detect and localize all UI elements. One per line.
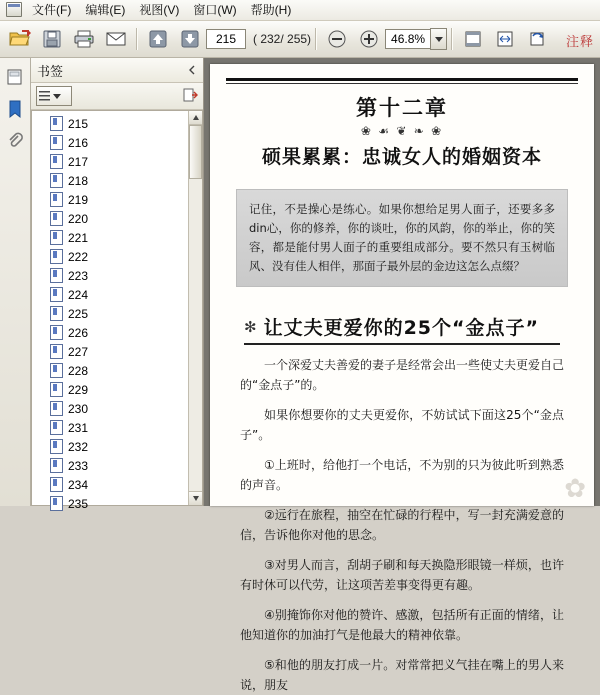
fit-width-icon bbox=[495, 29, 515, 49]
bookmarks-options-dropdown[interactable] bbox=[36, 86, 72, 106]
list-item-label: 235 bbox=[68, 496, 89, 511]
arrow-up-icon bbox=[148, 29, 168, 49]
previous-page-button[interactable] bbox=[143, 24, 173, 54]
body-paragraph: 一个深爱丈夫善爱的妻子是经常会出一些使丈夫更爱自己的“金点子”的。 bbox=[240, 358, 565, 392]
page-top-rule bbox=[226, 78, 578, 81]
bookmark-item-icon bbox=[50, 496, 63, 511]
bookmark-item-icon bbox=[50, 306, 63, 321]
body-paragraph: ⑤和他的朋友打成一片。对常常把义气挂在嘴上的男人来说，朋友 bbox=[240, 658, 564, 692]
list-item[interactable] bbox=[50, 475, 189, 494]
bookmark-item-icon bbox=[50, 116, 63, 131]
bookmark-item-icon bbox=[50, 192, 63, 207]
list-item-label: 234 bbox=[68, 477, 89, 492]
bookmark-item-icon bbox=[50, 135, 63, 150]
list-item[interactable] bbox=[50, 380, 189, 399]
body-paragraph: ②远行在旅程，抽空在忙碌的行程中，写一封充满爱意的信，告诉他你对他的思念。 bbox=[240, 508, 564, 542]
list-item-label: 222 bbox=[68, 249, 89, 264]
bookmarks-tab[interactable] bbox=[4, 98, 26, 120]
bookmark-item-icon bbox=[50, 401, 63, 416]
bookmarks-list-container bbox=[31, 110, 203, 511]
annotation-toolbar-label[interactable]: 注释 bbox=[565, 34, 594, 49]
list-item[interactable] bbox=[50, 361, 189, 380]
bookmark-item-icon bbox=[50, 154, 63, 169]
list-item-label: 229 bbox=[68, 382, 89, 397]
list-item[interactable] bbox=[50, 133, 189, 152]
fit-page-button[interactable] bbox=[458, 24, 488, 54]
bookmark-item-icon bbox=[50, 325, 63, 340]
bookmark-item-icon bbox=[50, 344, 63, 359]
bookmark-item-icon bbox=[50, 287, 63, 302]
fit-width-button[interactable] bbox=[490, 24, 520, 54]
bookmarks-scrollbar[interactable] bbox=[188, 111, 202, 505]
bookmarks-panel bbox=[31, 58, 204, 511]
print-button[interactable] bbox=[69, 24, 99, 54]
chapter-number: 第十二章 bbox=[356, 96, 448, 120]
menu-view[interactable]: 视图(V) bbox=[139, 3, 180, 17]
bookmark-item-icon bbox=[50, 382, 63, 397]
list-item[interactable] bbox=[50, 266, 189, 285]
list-item-label: 223 bbox=[68, 268, 89, 283]
section-heading-underline bbox=[244, 343, 560, 345]
list-item[interactable] bbox=[50, 418, 189, 437]
scrollbar-thumb[interactable] bbox=[189, 125, 202, 179]
list-item-label: 226 bbox=[68, 325, 89, 340]
menubar bbox=[0, 0, 600, 21]
export-bookmarks-icon[interactable] bbox=[183, 88, 198, 105]
list-item[interactable] bbox=[50, 456, 189, 475]
list-item[interactable] bbox=[50, 285, 189, 304]
list-item-label: 224 bbox=[68, 287, 89, 302]
page-top-rule-thin bbox=[226, 83, 578, 84]
list-item-label: 217 bbox=[68, 154, 89, 169]
floppy-disk-icon bbox=[42, 29, 62, 49]
section-heading: 让丈夫更爱你的25个“金点子” bbox=[263, 317, 539, 339]
chevron-down-icon bbox=[53, 94, 61, 99]
list-item-label: 230 bbox=[68, 401, 89, 416]
bookmark-item-icon bbox=[50, 230, 63, 245]
body-paragraph: ④别掩饰你对他的赞许、感激，包括所有正面的情绪，让他知道你的加油打气是他最大的精神依靠。 bbox=[240, 608, 564, 642]
pdf-page bbox=[210, 64, 594, 692]
list-item-label: 231 bbox=[68, 420, 89, 435]
list-options-icon bbox=[39, 91, 50, 102]
pages-thumbnail-tab[interactable] bbox=[4, 66, 26, 88]
save-button[interactable] bbox=[37, 24, 67, 54]
bookmark-item-icon bbox=[50, 268, 63, 283]
list-item[interactable] bbox=[50, 494, 189, 513]
menu-file[interactable]: 文件(F) bbox=[32, 3, 72, 17]
bookmark-item-icon bbox=[50, 363, 63, 378]
list-item[interactable] bbox=[50, 323, 189, 342]
body-paragraph: 如果你想要你的丈夫更爱你，不妨试试下面这25个“金点子”。 bbox=[240, 408, 564, 442]
page-decoration: ✿ bbox=[564, 473, 586, 503]
list-item[interactable] bbox=[50, 171, 189, 190]
bookmark-item-icon bbox=[50, 249, 63, 264]
list-item[interactable] bbox=[50, 247, 189, 266]
rotate-button[interactable] bbox=[522, 24, 552, 54]
menu-help[interactable]: 帮助(H) bbox=[250, 3, 292, 17]
body-paragraph: ①上班时，给他打一个电话，不为别的只为彼此听到熟悉的声音。 bbox=[240, 458, 564, 492]
bookmark-item-icon bbox=[50, 173, 63, 188]
ornament-divider: ❀ ☙ ❦ ❧ ❀ bbox=[360, 124, 444, 138]
menu-edit[interactable]: 编辑(E) bbox=[85, 3, 126, 17]
zoom-out-button[interactable] bbox=[322, 24, 352, 54]
list-item[interactable] bbox=[50, 342, 189, 361]
pages-icon bbox=[6, 68, 24, 86]
arrow-down-icon bbox=[180, 29, 200, 49]
list-item-label: 233 bbox=[68, 458, 89, 473]
page-total-label: ( 232/ 255) bbox=[253, 32, 312, 46]
plus-circle-icon bbox=[359, 29, 379, 49]
page-number-input[interactable] bbox=[206, 29, 246, 49]
chapter-title: 硕果累累：忠诚女人的婚姻资本 bbox=[261, 146, 542, 168]
bookmark-item-icon bbox=[50, 477, 63, 492]
list-item-label: 215 bbox=[68, 116, 89, 131]
leaf-ornament-icon: ✻ bbox=[244, 317, 258, 336]
list-item-label: 221 bbox=[68, 230, 89, 245]
bookmarks-panel-title: 书签 bbox=[37, 63, 64, 79]
paperclip-icon bbox=[6, 132, 24, 150]
body-paragraph: ③对男人而言，刮胡子刷和每天换隐形眼镜一样烦，也许有时休可以代劳，让这项苦差事变得更有趣。 bbox=[240, 558, 564, 592]
fit-page-icon bbox=[463, 29, 483, 49]
app-window-icon bbox=[6, 2, 22, 18]
toolbar-separator-2 bbox=[315, 28, 317, 50]
list-item[interactable] bbox=[50, 152, 189, 171]
email-button[interactable] bbox=[101, 24, 131, 54]
scroll-down-button[interactable] bbox=[189, 491, 202, 505]
toolbar-separator-1 bbox=[136, 28, 138, 50]
list-item-label: 218 bbox=[68, 173, 89, 188]
open-file-button[interactable] bbox=[5, 24, 35, 54]
list-item-label: 219 bbox=[68, 192, 89, 207]
bookmark-icon bbox=[6, 100, 24, 118]
bookmarks-list bbox=[32, 111, 189, 511]
section-heading-row bbox=[244, 313, 594, 340]
list-item-label: 227 bbox=[68, 344, 89, 359]
attachments-tab[interactable] bbox=[4, 130, 26, 152]
bookmarks-panel-header bbox=[31, 58, 203, 83]
callout-box: 记住，不是操心是练心。如果你想给足男人面子，还要多多din心，你的修养，你的谈吐，你的风韵，你的举止，你的笑容，都是能付男人面子的重要组成部分。要不然只有玉树临风、没有佳人相伴，那面子最外层的金边这怎么点缀？ bbox=[236, 189, 568, 287]
list-item-label: 225 bbox=[68, 306, 89, 321]
list-item[interactable] bbox=[50, 190, 189, 209]
list-item[interactable] bbox=[50, 209, 189, 228]
scroll-up-button[interactable] bbox=[189, 111, 202, 125]
list-item-label: 216 bbox=[68, 135, 89, 150]
list-item[interactable] bbox=[50, 399, 189, 418]
list-item[interactable] bbox=[50, 437, 189, 456]
list-item[interactable] bbox=[50, 304, 189, 323]
list-item-label: 220 bbox=[68, 211, 89, 226]
chevron-down-icon bbox=[435, 37, 443, 42]
minus-circle-icon bbox=[327, 29, 347, 49]
main-toolbar bbox=[0, 21, 600, 58]
toolbar-separator-3 bbox=[451, 28, 453, 50]
folder-open-icon bbox=[9, 29, 31, 49]
workspace bbox=[0, 58, 600, 692]
list-item-label: 228 bbox=[68, 363, 89, 378]
bookmark-item-icon bbox=[50, 458, 63, 473]
bookmark-item-icon bbox=[50, 439, 63, 454]
rotate-icon bbox=[527, 29, 547, 49]
chevron-left-icon[interactable] bbox=[187, 63, 197, 78]
printer-icon bbox=[73, 29, 95, 49]
bookmark-item-icon bbox=[50, 420, 63, 435]
navigation-rail bbox=[0, 58, 31, 506]
envelope-icon bbox=[105, 30, 127, 48]
scroll-down-arrow-icon bbox=[193, 496, 199, 501]
zoom-dropdown-button[interactable] bbox=[430, 28, 447, 50]
list-item[interactable] bbox=[50, 228, 189, 247]
menu-window[interactable]: 窗口(W) bbox=[193, 3, 237, 17]
bookmarks-panel-toolbar bbox=[31, 83, 203, 110]
document-view[interactable] bbox=[204, 58, 600, 692]
zoom-in-button[interactable] bbox=[354, 24, 384, 54]
scroll-up-arrow-icon bbox=[193, 115, 199, 120]
next-page-button[interactable] bbox=[175, 24, 205, 54]
bookmark-item-icon bbox=[50, 211, 63, 226]
zoom-level-input[interactable] bbox=[385, 29, 430, 49]
list-item[interactable] bbox=[50, 114, 189, 133]
list-item-label: 232 bbox=[68, 439, 89, 454]
